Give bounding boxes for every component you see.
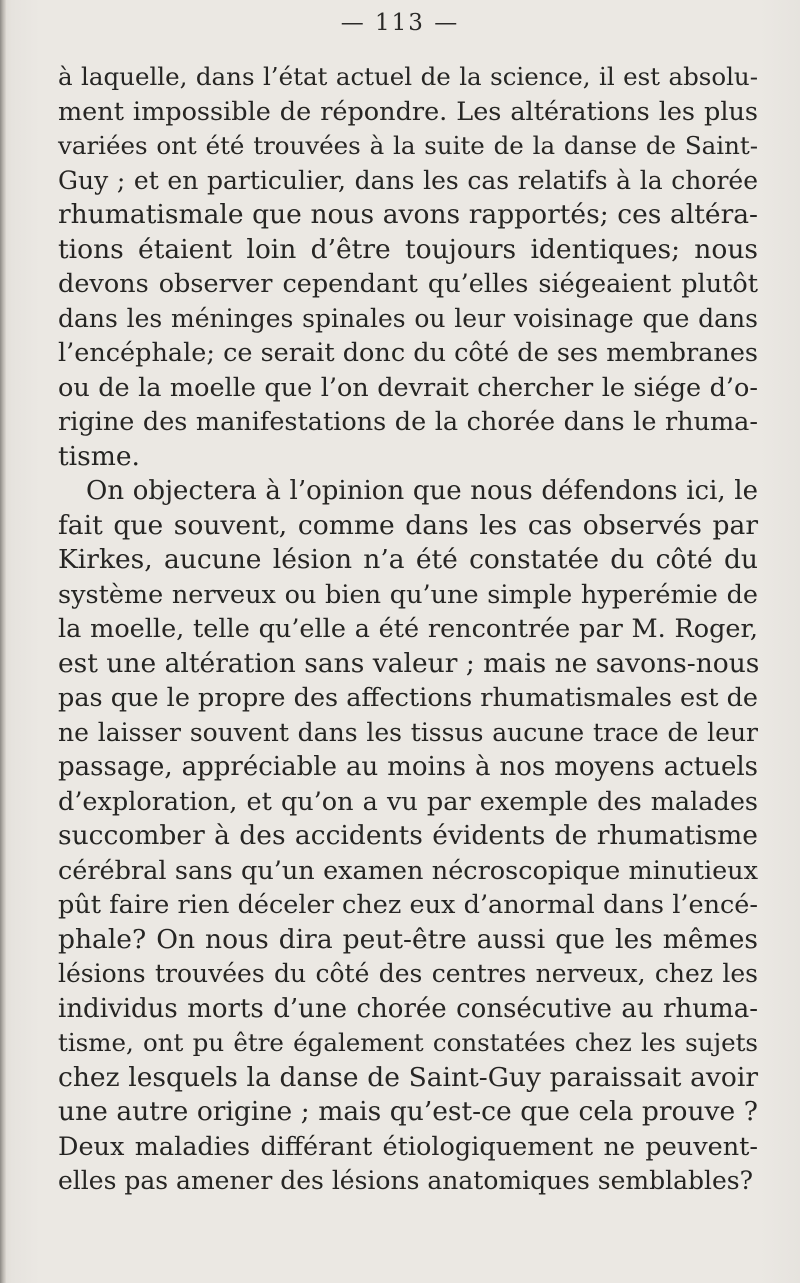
text-line: lésions trouvées du côté des centres nerveux, chez les	[58, 959, 758, 988]
text-line: individus morts d’une chorée consécutive au rhuma-	[58, 993, 758, 1024]
text-line: cérébral sans qu’un examen nécroscopique minutieux	[58, 855, 758, 886]
text-line: succomber à des accidents évidents de rhumatisme	[58, 820, 758, 851]
text-line: fait que souvent, comme dans les cas observés par	[58, 509, 758, 541]
text-line: ne laisser souvent dans les tissus aucune trace de leur	[58, 717, 758, 747]
text-line: ou de la moelle que l’on devrait chercher le siége d’o-	[58, 372, 758, 403]
text-line: ment impossible de répondre. Les altérations les plus	[58, 96, 758, 127]
text-line: chez lesquels la danse de Saint-Guy paraissait avoir	[58, 1061, 758, 1093]
text-line: tisme, ont pu être également constatées chez les sujets	[58, 1028, 758, 1057]
text-line: d’exploration, et qu’on a vu par exemple des malades	[58, 786, 758, 817]
text-line: tisme.	[58, 440, 140, 472]
text-line: dans les méninges spinales ou leur voisinage que dans	[58, 303, 758, 333]
text-line: tions étaient loin d’être toujours identiques; nous	[58, 233, 758, 265]
text-line: est une altération sans valeur ; mais ne savons-nous	[58, 647, 760, 679]
text-line: la moelle, telle qu’elle a été rencontrée par M. Roger,	[58, 614, 758, 644]
paragraph-start-line: On objectera à l’opinion que nous défendons ici, le	[86, 476, 758, 506]
text-line: phale? On nous dira peut-être aussi que les mêmes	[58, 923, 758, 955]
body-text	[58, 60, 758, 1199]
binding-edge	[0, 0, 6, 1283]
text-line: pût faire rien déceler chez eux d’anormal dans l’encé-	[58, 890, 758, 920]
text-line: Kirkes, aucune lésion n’a été constatée du côté du	[58, 544, 758, 575]
text-line: système nerveux ou bien qu’une simple hyperémie de	[58, 579, 758, 610]
text-line: Deux maladies différant étiologiquement ne peuvent-	[58, 1131, 758, 1162]
page-number: — 113 —	[340, 10, 460, 36]
text-line: rhumatismale que nous avons rapportés; ces altéra-	[58, 199, 758, 230]
text-line: elles pas amener des lésions anatomiques semblables?	[58, 1166, 754, 1195]
text-line: devons observer cependant qu’elles siégeaient plutôt	[58, 269, 758, 299]
text-line: Guy ; et en particulier, dans les cas relatifs à la chorée	[58, 165, 758, 195]
text-line: variées ont été trouvées à la suite de la danse de Saint-	[58, 131, 758, 160]
text-line: passage, appréciable au moins à nos moyens actuels	[58, 752, 758, 782]
text-line: à laquelle, dans l’état actuel de la science, il est absolu-	[58, 62, 758, 91]
text-line: rigine des manifestations de la chorée dans le rhuma-	[58, 407, 758, 437]
text-line: une autre origine ; mais qu’est-ce que cela prouve ?	[58, 1096, 758, 1127]
text-line: pas que le propre des affections rhumatismales est de	[58, 683, 758, 713]
text-line: l’encéphale; ce serait donc du côté de ses membranes	[58, 338, 758, 368]
